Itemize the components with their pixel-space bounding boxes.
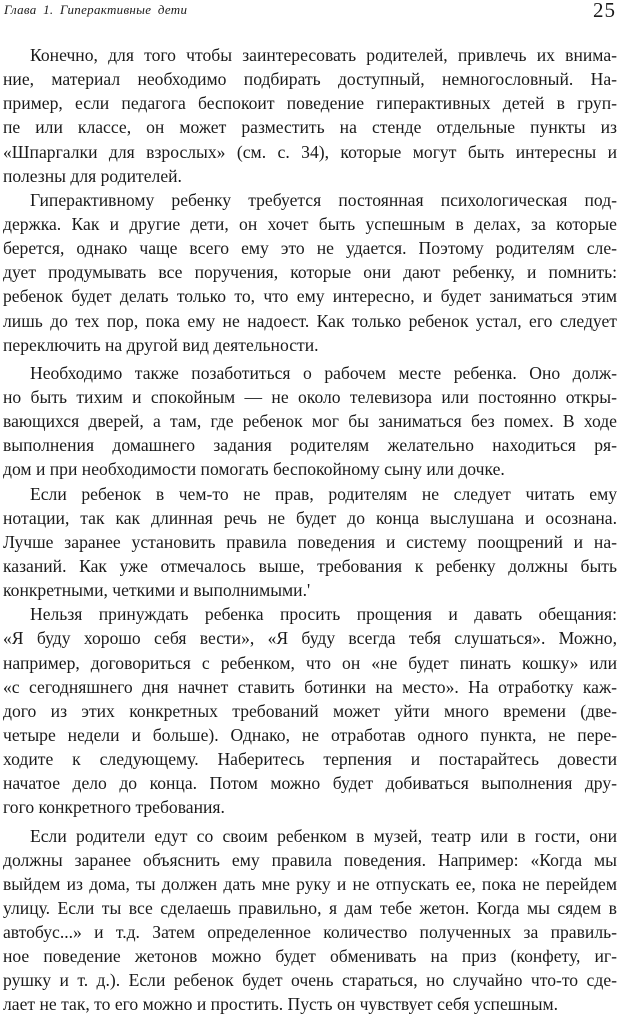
text-line: четыре недели и больше). Однако, не отработав одного пункта, не пере- [3, 724, 617, 745]
page-number: 25 [593, 0, 616, 22]
text-line: выполнения домашнего задания родителям желательно находиться ря- [3, 435, 617, 456]
text-line: нотации, так как длинная речь не будет до конца выслушана и осознана. [3, 507, 617, 528]
text-line: дует продумывать все поручения, которые они дают ребенку, и помнить: [3, 262, 617, 283]
body-text [3, 43, 617, 1017]
text-line: Лучше заранее установить правила поведения и систему поощрений и на- [3, 531, 617, 552]
text-line: полезны для родителей. [3, 165, 182, 186]
text-line: ное поведение жетонов можно будет обменивать на приз (конфету, иг- [3, 946, 617, 967]
text-line: но быть тихим и спокойным — не около телевизора или постоянно откры- [3, 386, 617, 407]
text-line: «Я буду хорошо себя вести», «Я буду всегда тебя слушаться». Можно, [3, 628, 617, 649]
text-line: дом и при необходимости помогать беспокойному сыну или дочке. [3, 459, 505, 480]
paragraph [3, 824, 617, 1017]
text-line: вающихся дверей, а там, где ребенок мог бы заниматься без помех. В ходе [3, 411, 617, 432]
text-line: начатое дело до конца. Потом можно будет добиваться выполнения дру- [3, 773, 617, 794]
paragraph [3, 482, 617, 603]
paragraph [3, 43, 617, 188]
paragraph [3, 602, 617, 819]
text-line: лает не так, то его можно и простить. Пусть он чувствует себя успешным. [3, 994, 559, 1015]
text-line: конкретными, четкими и выполнимыми.' [3, 580, 311, 601]
text-line: Конечно, для того чтобы заинтересовать родителей, привлечь их внима- [30, 45, 617, 65]
text-line: пе или классе, он может разместить на стенде отдельные пункты из [3, 117, 617, 138]
text-line: «с сегодняшнего дня начнет ставить ботинки на место». На отработку каж- [3, 676, 617, 697]
text-line: пример, если педагога беспокоит поведение гиперактивных детей в груп- [3, 93, 617, 114]
paragraph [3, 188, 617, 357]
text-line: ребенок будет делать только то, что ему интересно, и будет заниматься этим [3, 286, 617, 307]
text-line: улицу. Если ты все сделаешь правильно, я дам тебе жетон. Когда мы сядем в [3, 897, 617, 918]
text-line: берется, однако чаще всего ему это не удается. Поэтому родителям сле- [3, 238, 617, 259]
text-line: держка. Как и другие дети, он хочет быть успешным в делах, за которые [3, 213, 617, 234]
text-line: «Шпаргалки для взрослых» (см. с. 34), которые могут быть интересны и [3, 141, 617, 162]
text-line: например, договориться с ребенком, что он «не будет пинать кошку» или [3, 652, 617, 673]
paragraph [3, 361, 617, 482]
chapter-running-head: Глава 1. Гиперактивные дети [4, 2, 188, 17]
text-line: Если ребенок в чем-то не прав, родителям не следует читать ему [30, 483, 617, 504]
text-line: Нельзя принуждать ребенка просить прощения и давать обещания: [30, 604, 617, 625]
text-line: должны заранее объяснить ему правила поведения. Например: «Когда мы [3, 849, 617, 870]
text-line: гого конкретного требования. [3, 797, 225, 818]
text-line: автобус...» и т.д. Затем определенное количество полученных за правиль- [3, 922, 617, 943]
text-line: переключить на другой вид деятельности. [3, 334, 319, 355]
text-line: дого из этих конкретных требований может уйти много времени (две- [3, 700, 617, 721]
text-line: ходите к следующему. Наберитесь терпения и постарайтесь довести [3, 749, 617, 770]
text-line: ние, материал необходимо подбирать доступный, немногословный. На- [3, 69, 617, 90]
text-line: лишь до тех пор, пока ему не надоест. Как только ребенок устал, его следует [3, 310, 617, 331]
text-line: Гиперактивному ребенку требуется постоянная психологическая под- [30, 189, 617, 210]
text-line: казаний. Как уже отмечалось выше, требования к ребенку должны быть [3, 555, 617, 576]
text-line: рушку и т. д.). Если ребенок будет очень стараться, но случайно что-то сде- [3, 970, 617, 991]
text-line: выйдем из дома, ты должен дать мне руку и не отпускать ее, пока не перейдем [3, 873, 617, 894]
text-line: Если родители едут со своим ребенком в музей, театр или в гости, они [30, 825, 617, 846]
text-line: Необходимо также позаботиться о рабочем месте ребенка. Оно долж- [30, 362, 617, 383]
